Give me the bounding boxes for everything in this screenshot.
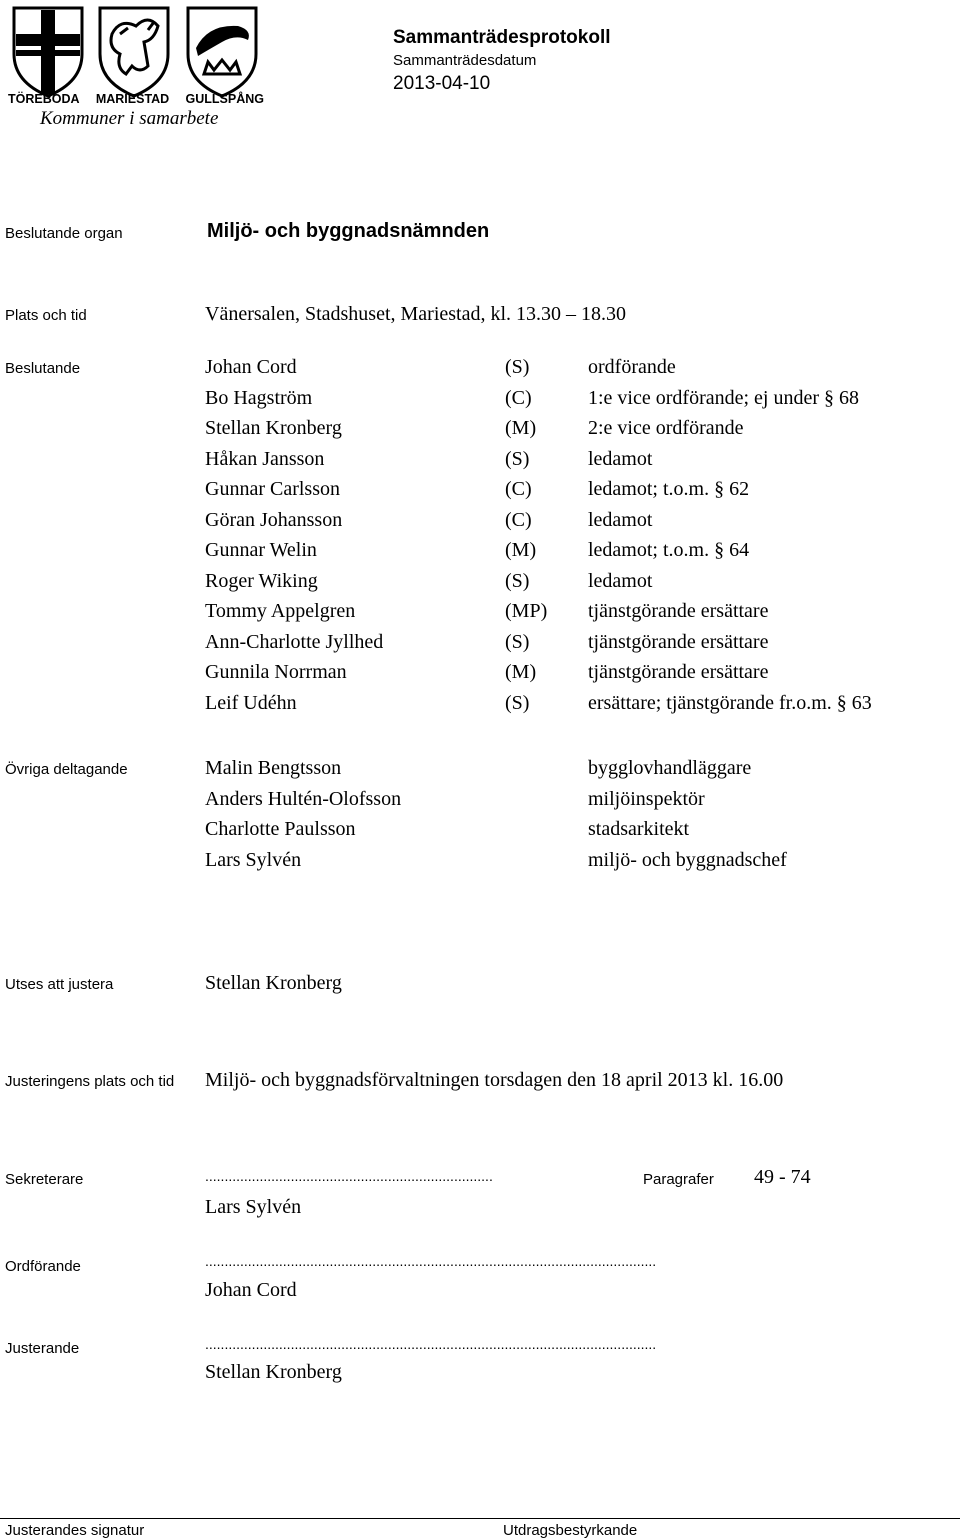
member-party: (S) <box>505 356 530 378</box>
member-name: Roger Wiking <box>205 569 318 592</box>
member-name: Håkan Jansson <box>205 447 325 470</box>
member-name: Gunnar Carlsson <box>205 478 340 500</box>
participant-name: Lars Sylvén <box>205 848 302 871</box>
logo-tagline: Kommuner i samarbete <box>40 108 219 129</box>
member-name: Johan Cord <box>205 356 297 378</box>
member-name: Leif Udéhn <box>205 691 297 714</box>
member-party: (M) <box>505 539 537 561</box>
adjust-place-value: Miljö- och byggnadsförvaltningen torsdagen den 18 april 2013 kl. 16.00 <box>205 1069 784 1091</box>
member-role: tjänstgörande ersättare <box>588 600 769 622</box>
footer-certification-label: Utdragsbestyrkande <box>503 1522 638 1539</box>
member-name: Göran Johansson <box>205 508 343 531</box>
member-party: (S) <box>505 447 530 470</box>
adjuster-label: Utses att justera <box>5 976 114 993</box>
member-name: Ann-Charlotte Jyllhed <box>205 630 384 653</box>
participant-role: miljö- och byggnadschef <box>588 848 787 871</box>
footer-rule <box>0 1518 960 1519</box>
chairman-name: Johan Cord <box>205 1279 297 1301</box>
member-role: 2:e vice ordförande <box>588 417 744 439</box>
member-name: Tommy Appelgren <box>205 600 356 622</box>
footer-signature-label: Justerandes signatur <box>5 1522 145 1539</box>
place-label: Plats och tid <box>5 307 87 324</box>
member-role: ledamot <box>588 447 653 470</box>
logo-municipalities <box>8 92 264 106</box>
participant-name: Malin Bengtsson <box>205 757 342 779</box>
secretary-signature-line[interactable]: .......................................................................... <box>205 1168 493 1184</box>
member-party: (M) <box>505 417 537 439</box>
member-name: Bo Hagström <box>205 386 313 409</box>
document-title: Sammanträdesprotokoll <box>393 27 611 48</box>
paragraphs-value: 49 - 74 <box>754 1166 811 1188</box>
paragraphs-label: Paragrafer <box>643 1171 714 1188</box>
member-role: tjänstgörande ersättare <box>588 630 769 653</box>
member-role: ledamot; t.o.m. § 64 <box>588 539 750 561</box>
logo-name-gullspang: GULLSPÅNG <box>185 92 264 106</box>
member-party: (C) <box>505 508 532 531</box>
meeting-date: 2013-04-10 <box>393 73 491 94</box>
participant-role: stadsarkitekt <box>588 818 690 840</box>
deciding-label: Beslutande <box>5 360 81 377</box>
secretary-name: Lars Sylvén <box>205 1196 302 1218</box>
member-role: ledamot <box>588 508 653 531</box>
member-party: (C) <box>505 386 532 409</box>
member-party: (S) <box>505 691 530 714</box>
member-name: Gunnila Norrman <box>205 661 347 683</box>
member-party: (S) <box>505 630 530 653</box>
member-name: Gunnar Welin <box>205 539 317 561</box>
member-role: 1:e vice ordförande; ej under § 68 <box>588 386 860 409</box>
organ-value: Miljö- och byggnadsnämnden <box>207 220 490 242</box>
member-party: (C) <box>505 478 532 500</box>
organ-label: Beslutande organ <box>5 225 123 242</box>
others-label: Övriga deltagande <box>5 761 128 778</box>
member-role: tjänstgörande ersättare <box>588 661 769 683</box>
member-role: ledamot <box>588 569 653 592</box>
chairman-signature-line[interactable]: .................................................................................................................... <box>205 1253 657 1269</box>
justifier-signature-line[interactable]: .................................................................................................................... <box>205 1336 657 1352</box>
logo-name-toreboda: TÖREBODA <box>8 92 80 106</box>
participant-name: Charlotte Paulsson <box>205 818 356 840</box>
participant-role: bygglovhandläggare <box>588 757 752 779</box>
logo-name-mariestad: MARIESTAD <box>95 92 170 106</box>
member-role: ledamot; t.o.m. § 62 <box>588 478 750 500</box>
member-party: (S) <box>505 569 530 592</box>
place-value: Vänersalen, Stadshuset, Mariestad, kl. 13.30 – 18.30 <box>205 303 627 325</box>
adjust-place-label: Justeringens plats och tid <box>5 1073 175 1090</box>
adjuster-value: Stellan Kronberg <box>205 972 342 994</box>
member-party: (M) <box>505 661 537 683</box>
member-role: ersättare; tjänstgörande fr.o.m. § 63 <box>588 691 872 714</box>
secretary-label: Sekreterare <box>5 1171 84 1188</box>
justifier-label: Justerande <box>5 1340 80 1357</box>
member-name: Stellan Kronberg <box>205 417 342 439</box>
participant-role: miljöinspektör <box>588 787 705 810</box>
chairman-label: Ordförande <box>5 1258 81 1275</box>
member-role: ordförande <box>588 356 676 378</box>
participant-name: Anders Hultén-Olofsson <box>205 787 402 810</box>
justifier-name: Stellan Kronberg <box>205 1361 342 1383</box>
member-party: (MP) <box>505 600 548 622</box>
date-label: Sammanträdesdatum <box>393 52 537 69</box>
